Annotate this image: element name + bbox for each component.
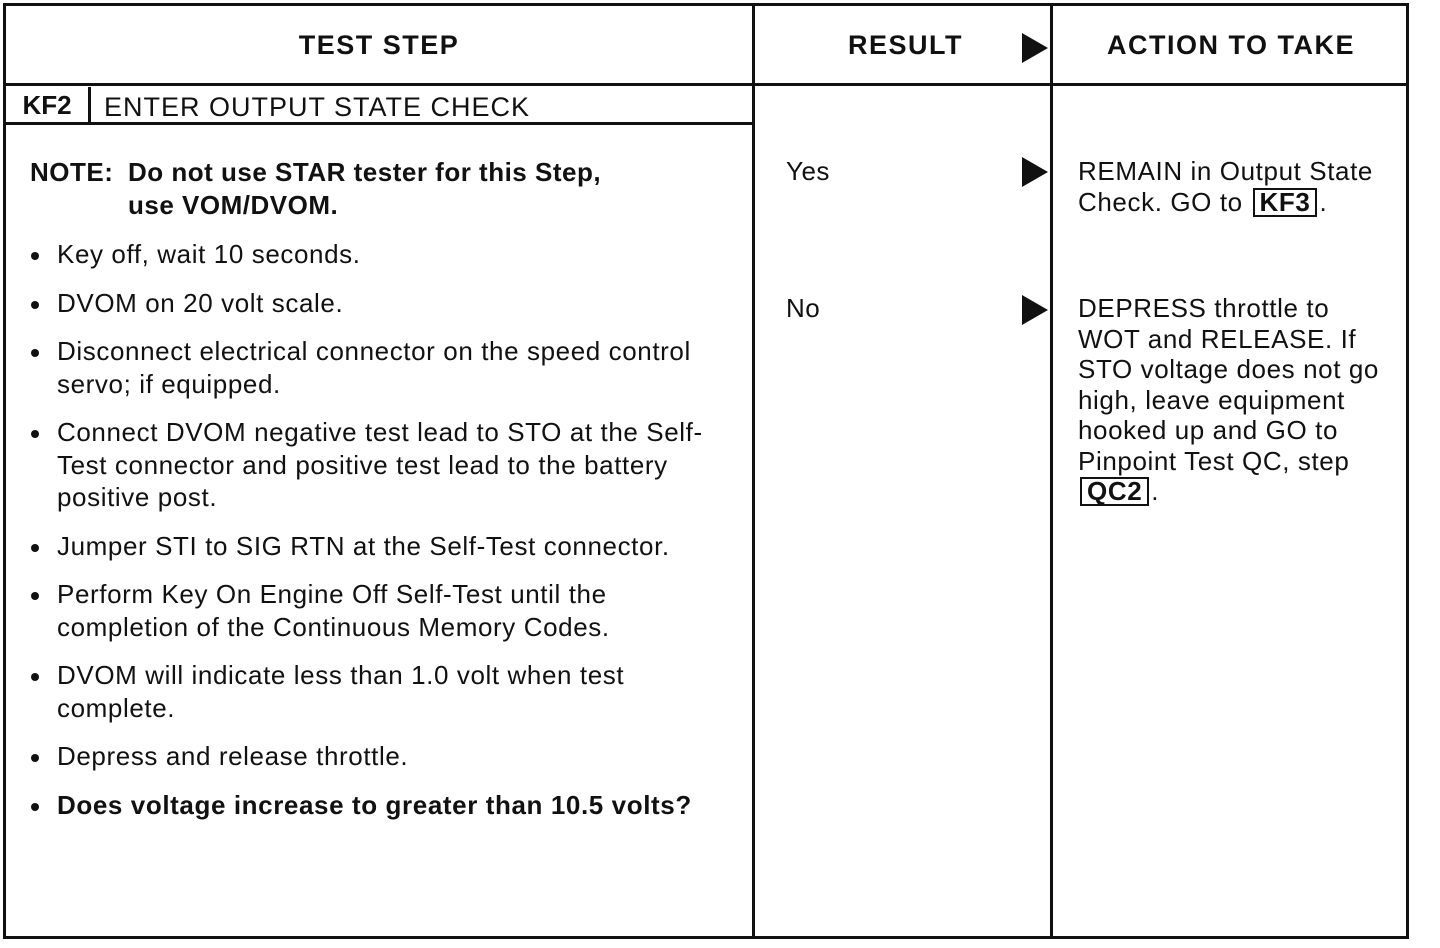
note-line1: Do not use STAR tester for this Step, xyxy=(128,157,602,187)
action-no-text: DEPRESS throttle to WOT and RELEASE. If STO voltage does not go high, leave equipment hooked up and GO to Pinpoint Test QC, step xyxy=(1078,293,1379,476)
list-item: DVOM will indicate less than 1.0 volt when test complete. xyxy=(30,659,720,724)
result-no: No xyxy=(786,293,821,323)
list-item-question: Does voltage increase to greater than 10.5 volts? xyxy=(30,789,720,822)
note-line2: use VOM/DVOM. xyxy=(128,190,339,220)
action-yes xyxy=(1078,156,1398,217)
step-code: KF2 xyxy=(6,87,91,123)
yes-arrow-icon xyxy=(1022,157,1048,187)
no-arrow-icon xyxy=(1022,295,1048,325)
header-test-step: TEST STEP xyxy=(298,30,460,60)
action-no-end: . xyxy=(1151,476,1160,506)
ref-qc2: QC2 xyxy=(1080,477,1149,506)
list-item: Key off, wait 10 seconds. xyxy=(30,238,720,271)
header-action: ACTION TO TAKE xyxy=(1107,30,1355,60)
list-item: Jumper STI to SIG RTN at the Self-Test connector. xyxy=(30,530,720,563)
note xyxy=(30,156,601,222)
header-arrow-icon xyxy=(1022,33,1048,63)
step-title: ENTER OUTPUT STATE CHECK xyxy=(104,92,531,122)
list-item: Perform Key On Engine Off Self-Test until the completion of the Continuous Memory Codes. xyxy=(30,578,720,643)
ref-kf3: KF3 xyxy=(1253,188,1318,217)
header-result: RESULT xyxy=(848,30,963,60)
header-divider xyxy=(3,83,1409,86)
column-divider-action xyxy=(1050,3,1053,939)
action-no xyxy=(1078,293,1398,507)
action-yes-end: . xyxy=(1319,186,1328,217)
step-list xyxy=(30,238,720,837)
note-label: NOTE: xyxy=(30,157,114,187)
list-item: DVOM on 20 volt scale. xyxy=(30,287,720,320)
action-yes-text: REMAIN in Output State Check. GO to xyxy=(1078,156,1373,217)
result-yes: Yes xyxy=(786,156,830,186)
list-item: Depress and release throttle. xyxy=(30,740,720,773)
list-item: Disconnect electrical connector on the speed control servo; if equipped. xyxy=(30,335,720,400)
list-item: Connect DVOM negative test lead to STO at the Self-Test connector and positive test lead to the battery positive post. xyxy=(30,416,720,514)
column-divider-result xyxy=(752,3,755,939)
